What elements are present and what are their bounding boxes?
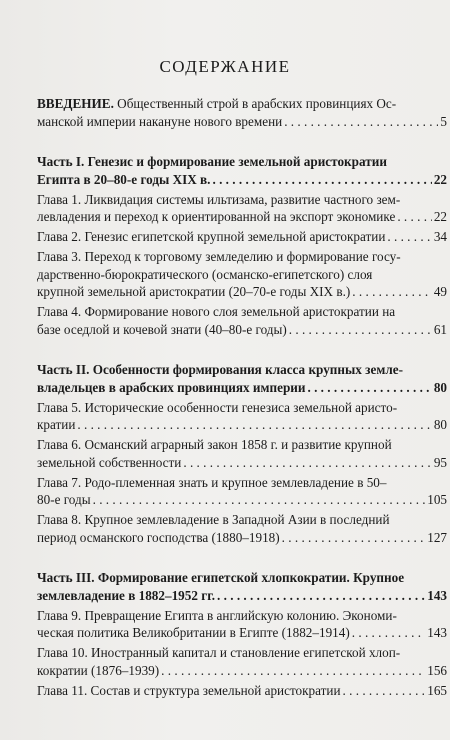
intro-text-line2: манской империи накануне нового времени (37, 113, 283, 129)
chapter-title-line2: базе оседлой и кочевой знати (40–80-е годы) (37, 321, 287, 337)
page-number: 5 (440, 113, 447, 129)
page-number: 49 (433, 284, 447, 299)
toc-chapter-7[interactable] (37, 474, 447, 509)
toc-part-1[interactable] (37, 153, 447, 188)
page-number: 156 (427, 662, 447, 678)
chapter-title-line2: земельной собственности (37, 454, 182, 470)
part-title-line1: Часть III. Формирование египетской хлопкократии. Крупное (37, 570, 405, 585)
toc-chapter-4[interactable] (37, 303, 447, 338)
chapter-title-line1: Глава 3. Переход к торговому земледелию и формирование госу- (37, 249, 401, 264)
section-divider (37, 546, 447, 556)
part-title-line2: владельцев в арабских провинциях империи (37, 379, 306, 395)
toc-chapter-9[interactable] (37, 607, 447, 642)
chapter-title-line1: Глава 4. Формирование нового слоя земельной аристократии на (37, 304, 396, 319)
intro-text-line1: Общественный строй в арабских провинциях Ос- (113, 96, 397, 111)
chapter-title-line1: Глава 1. Ликвидация системы ильтизама, развитие частного зем- (37, 191, 401, 207)
page-title: СОДЕРЖАНИЕ (159, 57, 291, 76)
page-number: 61 (433, 321, 447, 337)
dot-leader (284, 113, 438, 131)
dot-leader (397, 208, 432, 226)
page-number: 127 (427, 529, 447, 545)
chapter-title-line1: Глава 6. Османский аграрный закон 1858 г. и развитие крупной (37, 437, 392, 452)
part-title-line2: Египта в 20–80-е годы XIX в. (37, 171, 211, 187)
chapter-title-line3: крупной земельной аристократии (20–70-е годы XIX в.) (37, 284, 351, 299)
chapter-title-line1: Глава 5. Исторические особенности генезиса земельной аристо- (37, 399, 398, 415)
dot-leader (77, 416, 431, 434)
part-title-line2: землевладение в 1882–1952 гг. (37, 587, 216, 603)
chapter-title-line2: кократии (1876–1939) (37, 662, 160, 678)
page-number: 143 (427, 587, 447, 603)
chapter-title-line1: Глава 8. Крупное землевладение в Западной Азии в последний (37, 512, 390, 527)
dot-leader (289, 321, 432, 339)
chapter-title-line2: 80-е годы (37, 492, 91, 507)
toc-entry-intro[interactable] (37, 95, 447, 130)
dot-leader (352, 624, 425, 642)
chapter-title-line1: Глава 2. Генезис египетской крупной земельной аристократии (37, 229, 386, 244)
toc-chapter-3[interactable] (37, 248, 447, 301)
toc-part-2[interactable] (37, 361, 447, 396)
page-number: 22 (433, 209, 447, 224)
page-number: 34 (433, 229, 447, 244)
section-divider (37, 338, 447, 348)
chapter-title-line2: период османского господства (1880–1918) (37, 529, 280, 545)
page-number: 80 (433, 417, 447, 432)
dot-leader (282, 529, 426, 547)
dot-leader (183, 454, 431, 472)
table-of-contents (37, 95, 447, 699)
toc-part-3[interactable] (37, 569, 447, 604)
chapter-title-line2: дарственно-бюрократического (османско-египетского) слоя (37, 266, 373, 282)
dot-leader (387, 228, 431, 246)
chapter-title-line1: Глава 11. Состав и структура земельной аристократии (37, 682, 341, 698)
page-number: 80 (433, 379, 447, 395)
toc-chapter-10[interactable] (37, 644, 447, 679)
page-number: 143 (427, 625, 447, 640)
dot-leader (217, 587, 425, 605)
toc-chapter-11[interactable] (37, 682, 447, 700)
page-number: 22 (433, 171, 447, 187)
chapter-title-line1: Глава 10. Иностранный капитал и становление египетской хлоп- (37, 645, 401, 660)
toc-chapter-2[interactable] (37, 228, 447, 246)
section-divider (37, 130, 447, 140)
part-title-line1: Часть II. Особенности формирования класса крупных земле- (37, 362, 403, 377)
chapter-title-line2: кратии (37, 417, 76, 432)
dot-leader (307, 379, 431, 397)
part-title-line1: Часть I. Генезис и формирование земельной аристократии (37, 154, 387, 169)
page-number: 105 (427, 492, 447, 507)
chapter-title-line1: Глава 9. Превращение Египта в английскую колонию. Экономи- (37, 607, 397, 623)
dot-leader (93, 491, 426, 509)
dot-leader (352, 283, 432, 301)
dot-leader (343, 682, 426, 700)
toc-chapter-8[interactable] (37, 511, 447, 546)
page-number: 165 (427, 682, 447, 698)
toc-chapter-5[interactable] (37, 399, 447, 434)
chapter-title-line2: ческая политика Великобритании в Египте (1882–1914) (37, 625, 350, 640)
chapter-title-line1: Глава 7. Родо-племенная знать и крупное землевладение в 50– (37, 474, 387, 490)
page-number: 95 (433, 454, 447, 470)
dot-leader (212, 171, 431, 189)
dot-leader (161, 662, 425, 680)
chapter-title-line2: левладения и переход к ориентированной на экспорт экономике (37, 209, 396, 224)
toc-chapter-6[interactable] (37, 436, 447, 471)
intro-label: ВВЕДЕНИЕ. (37, 96, 114, 111)
toc-chapter-1[interactable] (37, 191, 447, 226)
